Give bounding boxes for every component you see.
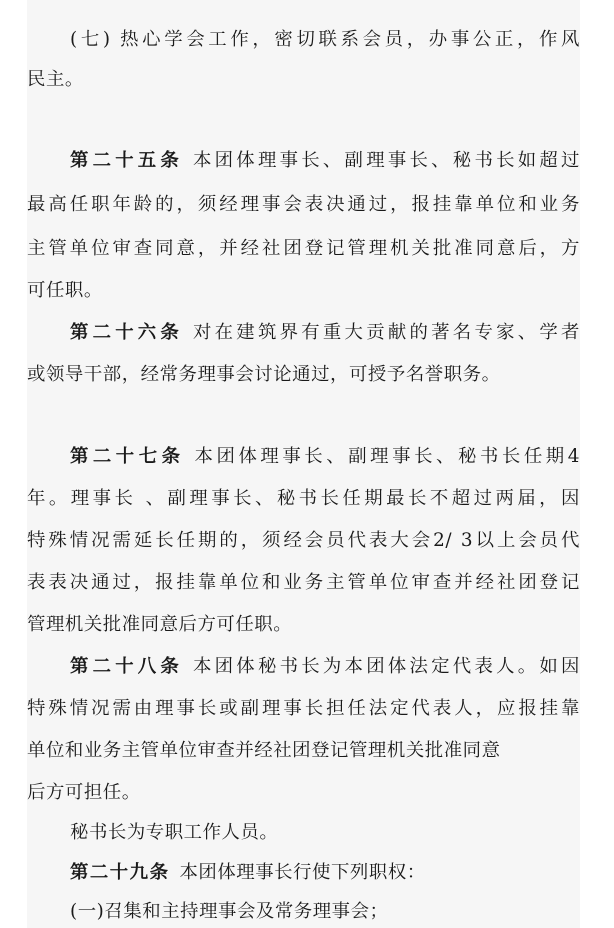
secretary-note: 秘书长为专职工作人员。 [70, 822, 279, 843]
item-1: (一)召集和主持理事会及常务理事会； [70, 901, 389, 922]
article-25-text-1: 本团体理事长、副理事长、秘书长如超过 [193, 150, 580, 171]
article-26-heading: 第二十六条 [70, 322, 183, 343]
article-27-line-3: 特殊情况需延长任期的，须经会员代表大会2/ 3以上会员代 [27, 530, 580, 551]
article-26-text-1: 对在建筑界有重大贡献的著名专家、学者 [193, 322, 580, 343]
article-26-line-1 [70, 318, 580, 348]
article-29-heading: 第二十九条 [70, 862, 170, 883]
article-25-heading: 第二十五条 [70, 150, 183, 171]
article-27-heading: 第二十七条 [70, 446, 185, 467]
article-25-line-1 [70, 146, 580, 176]
article-25-line-4: 可任职。 [27, 280, 103, 301]
paragraph-7-line-1: (七) 热心学会工作，密切联系会员，办事公正，作风 [70, 29, 580, 50]
article-25-line-2: 最高任职年龄的，须经理事会表决通过，报挂靠单位和业务 [27, 194, 580, 215]
article-29-line-1 [70, 858, 426, 888]
article-28-heading: 第二十八条 [70, 656, 183, 677]
article-27-line-4: 表表决通过，报挂靠单位和业务主管单位审查并经社团登记 [27, 572, 580, 593]
article-28-line-4: 后方可担任。 [27, 782, 141, 803]
article-28-line-3: 单位和业务主管单位审查并经社团登记管理机关批准同意 [27, 740, 501, 761]
article-27-line-5: 管理机关批准同意后方可任职。 [27, 614, 293, 635]
article-28-line-2: 特殊情况需由理事长或副理事长担任法定代表人，应报挂靠 [27, 698, 580, 719]
paragraph-7-line-2: 民主。 [27, 69, 84, 90]
article-29-text-1: 本团体理事长行使下列职权： [179, 862, 426, 883]
article-27-line-2: 年。理事长 、副理事长、秘书长任期最长不超过两届，因 [27, 488, 580, 509]
article-26-line-2: 或领导干部，经常务理事会讨论通过，可授予名誉职务。 [27, 364, 501, 385]
article-25-line-3: 主管单位审查同意，并经社团登记管理机关批准同意后，方 [27, 238, 580, 259]
article-27-text-1: 本团体理事长、副理事长、秘书长任期4 [194, 446, 580, 467]
article-28-line-1 [70, 652, 580, 682]
article-27-line-1 [70, 442, 580, 472]
article-28-text-1: 本团体秘书长为本团体法定代表人。如因 [193, 656, 580, 677]
